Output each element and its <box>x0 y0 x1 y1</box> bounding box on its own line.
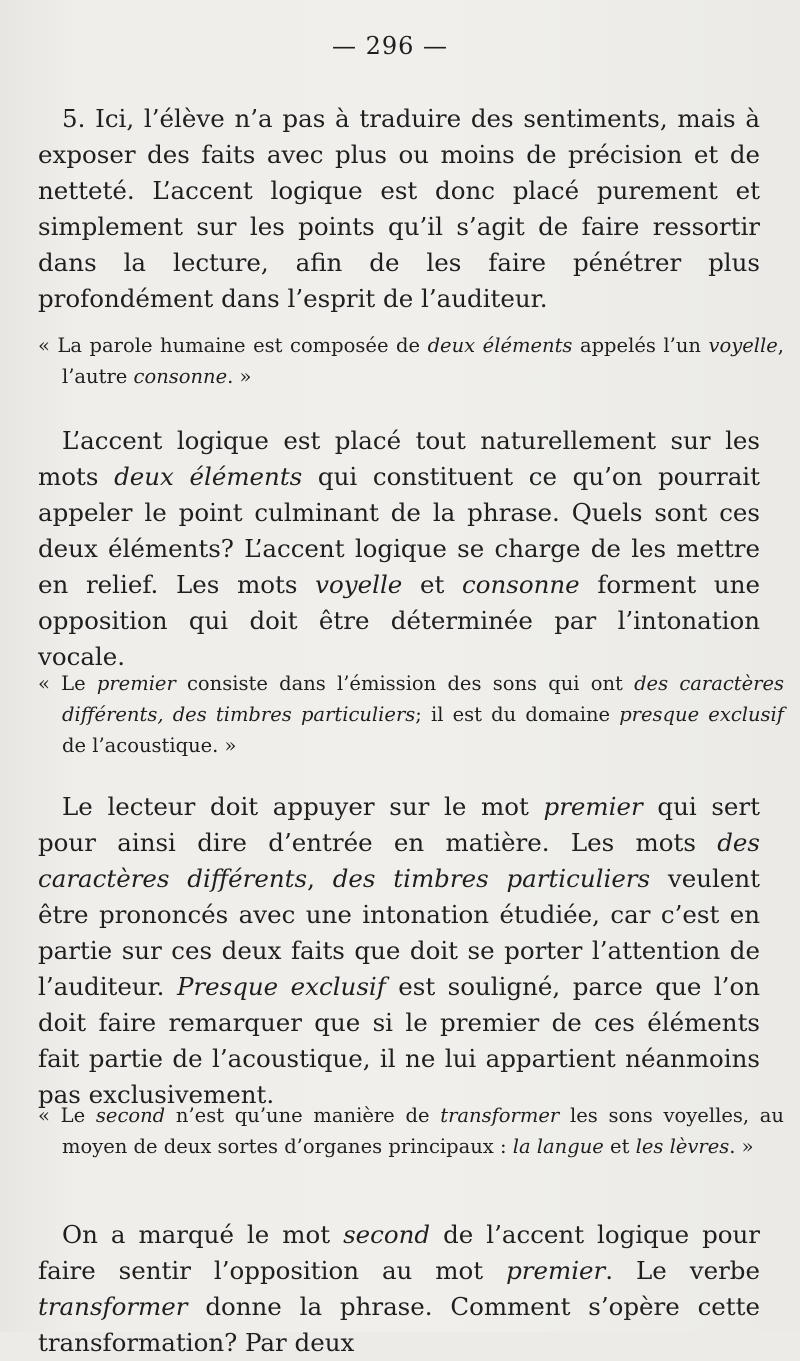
italic-span: la langue <box>512 1134 604 1158</box>
paragraph-explanation-3 <box>38 1217 760 1361</box>
text-span: « La parole humaine est composée de <box>38 333 428 357</box>
italic-span: premier <box>96 671 176 695</box>
text-span: ; il est du domaine <box>415 702 620 726</box>
text-span: consiste dans l’émission des sons qui ont <box>175 671 635 695</box>
text-span: et <box>603 1134 636 1158</box>
text-span: L’accent logique est placé tout naturellement sur les mots <box>38 425 760 491</box>
text-span: et <box>402 569 463 599</box>
text-span: . » <box>227 364 252 388</box>
quote-second <box>38 668 784 761</box>
italic-span: voyelle <box>708 333 778 357</box>
text-span: On a marqué le mot <box>62 1219 344 1249</box>
text-span: « Le <box>38 671 97 695</box>
text-span: qui sert pour ainsi dire d’entrée en matière. Les mots <box>38 791 760 857</box>
text-span: , <box>307 863 333 893</box>
paragraph-intro: 5. Ici, l’élève n’a pas à traduire des sentiments, mais à exposer des faits avec plus ou moins de précision et de netteté. L’accent logique est donc placé purement et simplement sur les points qu’il s’agit de faire ressortir dans la lecture, afin de les faire pénétrer plus profondément dans l’esprit de l’auditeur. <box>38 103 760 313</box>
text-span: les sons voyelles, au moyen de deux sortes d’organes principaux : <box>62 1103 784 1158</box>
text-span: donne la phrase. Comment s’opère cette transformation? Par deux <box>38 1291 760 1357</box>
italic-span: transformer <box>440 1103 560 1127</box>
italic-span: second <box>95 1103 166 1127</box>
italic-span: deux éléments <box>114 461 303 491</box>
text-span: Le lecteur doit appuyer sur le mot <box>62 791 544 821</box>
italic-span: Presque exclusif <box>176 971 386 1001</box>
text-span: appelés l’un <box>572 333 709 357</box>
page-number: — 296 — <box>331 32 449 60</box>
text-span: de l’accent logique pour faire sentir l’opposition au mot <box>38 1219 760 1285</box>
italic-span: presque exclusif <box>619 702 785 726</box>
italic-span: premier <box>506 1255 606 1285</box>
paragraph-explanation-1 <box>38 423 760 675</box>
text-span: est souligné, parce que l’on doit faire remarquer que si le premier de ces éléments fait partie de l’acoustique, il ne lui appartient néanmoins pas exclusivement. <box>38 971 760 1109</box>
italic-span: des caractères différents, des timbres particuliers <box>62 671 784 726</box>
italic-span: consonne <box>133 364 228 388</box>
quote-third <box>38 1100 784 1162</box>
text-span: forment une opposition qui doit être déterminée par l’intonation vocale. <box>38 569 760 671</box>
text-span: qui constituent ce qu’on pourrait appeler le point culminant de la phrase. Quels sont ces deux éléments? L’accent logique se charge de les mettre en relief. Les mots <box>38 461 760 599</box>
text-span: n’est qu’une manière de <box>165 1103 441 1127</box>
italic-span: premier <box>543 791 643 821</box>
text-span: . » <box>729 1134 754 1158</box>
italic-span: deux éléments <box>427 333 573 357</box>
text-span: « Le <box>38 1103 96 1127</box>
italic-span: les lèvres <box>635 1134 730 1158</box>
italic-span: voyelle <box>315 569 403 599</box>
text-span: veulent être prononcés avec une intonation étudiée, car c’est en partie sur ces deux faits que doit se porter l’attention de l’auditeur. <box>38 863 760 1001</box>
italic-span: transformer <box>38 1291 188 1321</box>
text-span: . Le verbe <box>605 1255 760 1285</box>
italic-span: des caractères différents <box>38 827 760 893</box>
italic-span: des timbres particuliers <box>332 863 651 893</box>
paragraph-explanation-2 <box>38 789 760 1113</box>
text-span: de l’acoustique. » <box>62 733 237 757</box>
quote-first <box>38 330 784 392</box>
italic-span: consonne <box>462 569 580 599</box>
text-span: , l’autre <box>62 333 784 388</box>
italic-span: second <box>343 1219 431 1249</box>
